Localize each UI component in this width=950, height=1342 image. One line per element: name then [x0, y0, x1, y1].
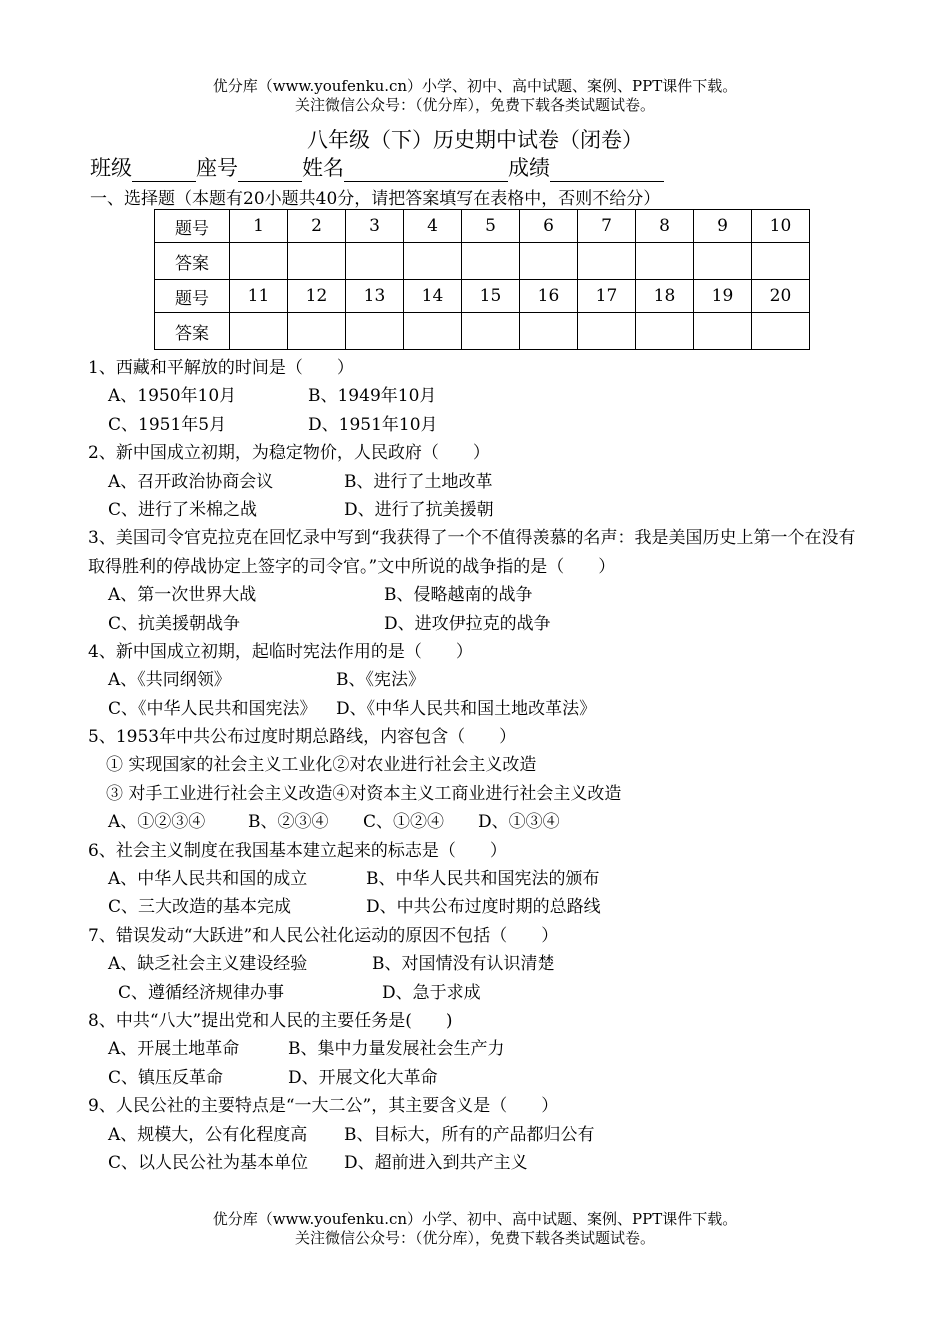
question-item: [88, 354, 868, 439]
class-label: 班级: [90, 156, 132, 180]
option-row: [88, 468, 868, 496]
answer-option: C、1951年5月: [108, 414, 227, 435]
question-stem: 4、新中国成立初期，起临时宪法作用的是（ ）: [88, 641, 473, 662]
question-number-cell: 10: [752, 210, 810, 243]
section-1-heading: 一、选择题（本题有20小题共40分，请把答案填写在表格中，否则不给分）: [90, 189, 661, 209]
question-number-cell: 19: [694, 280, 752, 313]
student-info-line: [90, 152, 664, 182]
question-stem: 5、1953年中共公布过度时期总路线，内容包含（ ）: [88, 727, 517, 748]
answer-option: A、规模大，公有化程度高: [108, 1124, 308, 1145]
question-number-cell: 8: [636, 210, 694, 243]
footer-line-2: 关注微信公众号：（优分库），免费下载各类试题试卷。: [294, 1229, 655, 1247]
question-number-cell: 12: [288, 280, 346, 313]
question-stem: 8、中共“八大”提出党和人民的主要任务是( ): [88, 1011, 453, 1031]
option-row: [88, 979, 868, 1007]
page-footer: [0, 1210, 950, 1248]
answer-option: C、《中华人民共和国宪法》: [108, 698, 317, 719]
answer-cell[interactable]: [520, 243, 578, 280]
question-number-cell: 17: [578, 280, 636, 313]
option-row: [88, 865, 868, 893]
answer-option: C、以人民公社为基本单位: [108, 1152, 309, 1173]
question-number-cell: 3: [346, 210, 404, 243]
answer-cell[interactable]: [578, 243, 636, 280]
question-number-cell: 2: [288, 210, 346, 243]
answer-option: D、进行了抗美援朝: [344, 499, 494, 520]
option-row: [88, 610, 868, 638]
answer-option: B、中华人民共和国宪法的颁布: [366, 869, 600, 890]
answer-option: D、超前进入到共产主义: [344, 1152, 528, 1173]
question-item: [88, 439, 868, 524]
question-number-cell: 14: [404, 280, 462, 313]
question-number-cell: 15: [462, 280, 520, 313]
option-row: [88, 1121, 868, 1149]
answer-option: D、开展文化大革命: [288, 1067, 438, 1088]
answer-option: C、抗美援朝战争: [108, 613, 241, 634]
option-row: [88, 1149, 868, 1177]
seat-blank[interactable]: [238, 159, 302, 182]
answer-cell[interactable]: [462, 243, 520, 280]
answer-cell[interactable]: [462, 313, 520, 350]
answer-cell[interactable]: [752, 313, 810, 350]
answer-option: D、中共公布过度时期的总路线: [366, 897, 601, 918]
answer-option: B、对国情没有认识清楚: [372, 954, 555, 975]
option-row: [88, 1035, 868, 1063]
answer-option: D、进攻伊拉克的战争: [384, 613, 551, 634]
answer-option: C、镇压反革命: [108, 1067, 224, 1088]
answer-cell[interactable]: [346, 243, 404, 280]
question-number-row: [155, 210, 810, 243]
exam-title: 八年级（下）历史期中试卷（闭卷）: [307, 128, 643, 152]
option-row: [88, 581, 868, 609]
option-row: [88, 1064, 868, 1092]
answer-option: C、三大改造的基本完成: [108, 897, 292, 918]
question-item: [88, 638, 868, 723]
answer-option: C、遵循经济规律办事: [118, 982, 285, 1003]
footer-line-1: 优分库（www.youfenku.cn）小学、初中、高中试题、案例、PPT课件下载。: [212, 1210, 738, 1228]
option-row: [88, 695, 868, 723]
answer-cell[interactable]: [404, 243, 462, 280]
answer-option: A、召开政治协商会议: [108, 471, 274, 492]
answer-row: [155, 313, 810, 350]
answer-option: C、①②④: [363, 812, 445, 833]
answer-cell[interactable]: [752, 243, 810, 280]
question-item: [88, 837, 868, 922]
option-row: [88, 808, 868, 836]
question-number-cell: 5: [462, 210, 520, 243]
option-row: [88, 950, 868, 978]
question-stem: 6、社会主义制度在我国基本建立起来的标志是（ ）: [88, 840, 507, 861]
answer-option: A、1950年10月: [108, 386, 237, 407]
page-header: [0, 77, 950, 115]
answer-option: B、进行了土地改革: [344, 471, 493, 492]
answer-option: A、中华人民共和国的成立: [108, 869, 308, 890]
answer-cell[interactable]: [288, 313, 346, 350]
option-row: [88, 411, 868, 439]
question-stem: 9、人民公社的主要特点是“一大二公”，其主要含义是（ ）: [88, 1096, 559, 1117]
answer-cell[interactable]: [578, 313, 636, 350]
question-item: [88, 922, 868, 1007]
question-number-cell: 16: [520, 280, 578, 313]
question-number-cell: 20: [752, 280, 810, 313]
option-row: [88, 893, 868, 921]
question-number-cell: 9: [694, 210, 752, 243]
answer-cell[interactable]: [346, 313, 404, 350]
answer-cell[interactable]: [694, 313, 752, 350]
question-number-cell: 6: [520, 210, 578, 243]
question-item: [88, 1092, 868, 1177]
answer-option: A、第一次世界大战: [108, 585, 257, 606]
answer-option: D、1951年10月: [308, 414, 438, 435]
question-list: [88, 354, 868, 1177]
answer-option: B、《宪法》: [336, 670, 425, 691]
answer-cell[interactable]: [288, 243, 346, 280]
question-number-cell: 1: [230, 210, 288, 243]
answer-cell[interactable]: [230, 313, 288, 350]
answer-option: A、缺乏社会主义建设经验: [108, 954, 308, 975]
answer-cell[interactable]: [694, 243, 752, 280]
question-number-cell: 7: [578, 210, 636, 243]
question-item: [88, 723, 868, 837]
class-blank[interactable]: [132, 159, 196, 182]
question-stem: 3、美国司令官克拉克在回忆录中写到“我获得了一个不值得羡慕的名声：我是美国历史上第一个在没有取得胜利的停战协定上签字的司令官。”文中所说的战争指的是（ ）: [88, 528, 856, 577]
answer-option: A、《共同纲领》: [108, 670, 231, 691]
answer-option: D、急于求成: [382, 982, 481, 1003]
option-row: [88, 496, 868, 524]
question-number-label: 题号: [155, 210, 230, 243]
answer-option: A、开展土地革命: [108, 1039, 240, 1060]
question-stem: 1、西藏和平解放的时间是（ ）: [88, 358, 354, 378]
answer-option: B、侵略越南的战争: [384, 585, 533, 606]
answer-cell[interactable]: [520, 313, 578, 350]
answer-cell[interactable]: [230, 243, 288, 280]
option-row: [88, 666, 868, 694]
question-number-cell: 11: [230, 280, 288, 313]
question-number-cell: 13: [346, 280, 404, 313]
option-row: [88, 382, 868, 410]
question-number-label: 题号: [155, 280, 230, 313]
question-statement: ① 实现国家的社会主义工业化②对农业进行社会主义改造: [106, 755, 537, 776]
answer-cell[interactable]: [636, 313, 694, 350]
answer-cell[interactable]: [636, 243, 694, 280]
question-item: [88, 1007, 868, 1092]
answer-label: 答案: [155, 313, 230, 350]
header-line-2: 关注微信公众号：（优分库），免费下载各类试题试卷。: [294, 96, 655, 114]
answer-label: 答案: [155, 243, 230, 280]
question-stem: 7、错误发动“大跃进”和人民公社化运动的原因不包括（ ）: [88, 925, 559, 946]
question-item: [88, 524, 868, 638]
answer-option: A、①②③④: [108, 812, 206, 833]
answer-option: B、目标大，所有的产品都归公有: [344, 1124, 595, 1145]
name-label: 姓名: [302, 156, 344, 180]
answer-row: [155, 243, 810, 280]
question-stem: 2、新中国成立初期，为稳定物价，人民政府（ ）: [88, 443, 490, 464]
score-label: 成绩: [508, 156, 550, 180]
answer-cell[interactable]: [404, 313, 462, 350]
answer-option: B、集中力量发展社会生产力: [288, 1039, 505, 1060]
answer-option: D、①③④: [478, 812, 560, 833]
answer-table: [154, 209, 810, 350]
answer-option: C、进行了米棉之战: [108, 499, 258, 520]
seat-label: 座号: [196, 156, 238, 180]
name-blank[interactable]: [344, 159, 508, 182]
answer-option: B、②③④: [248, 812, 329, 833]
score-blank[interactable]: [550, 159, 664, 182]
question-statement: ③ 对手工业进行社会主义改造④对资本主义工商业进行社会主义改造: [106, 783, 622, 804]
answer-option: B、1949年10月: [308, 386, 437, 407]
question-number-cell: 4: [404, 210, 462, 243]
header-line-1: 优分库（www.youfenku.cn）小学、初中、高中试题、案例、PPT课件下载。: [212, 77, 738, 95]
question-number-cell: 18: [636, 280, 694, 313]
question-number-row: [155, 280, 810, 313]
answer-option: D、《中华人民共和国土地改革法》: [336, 698, 597, 719]
